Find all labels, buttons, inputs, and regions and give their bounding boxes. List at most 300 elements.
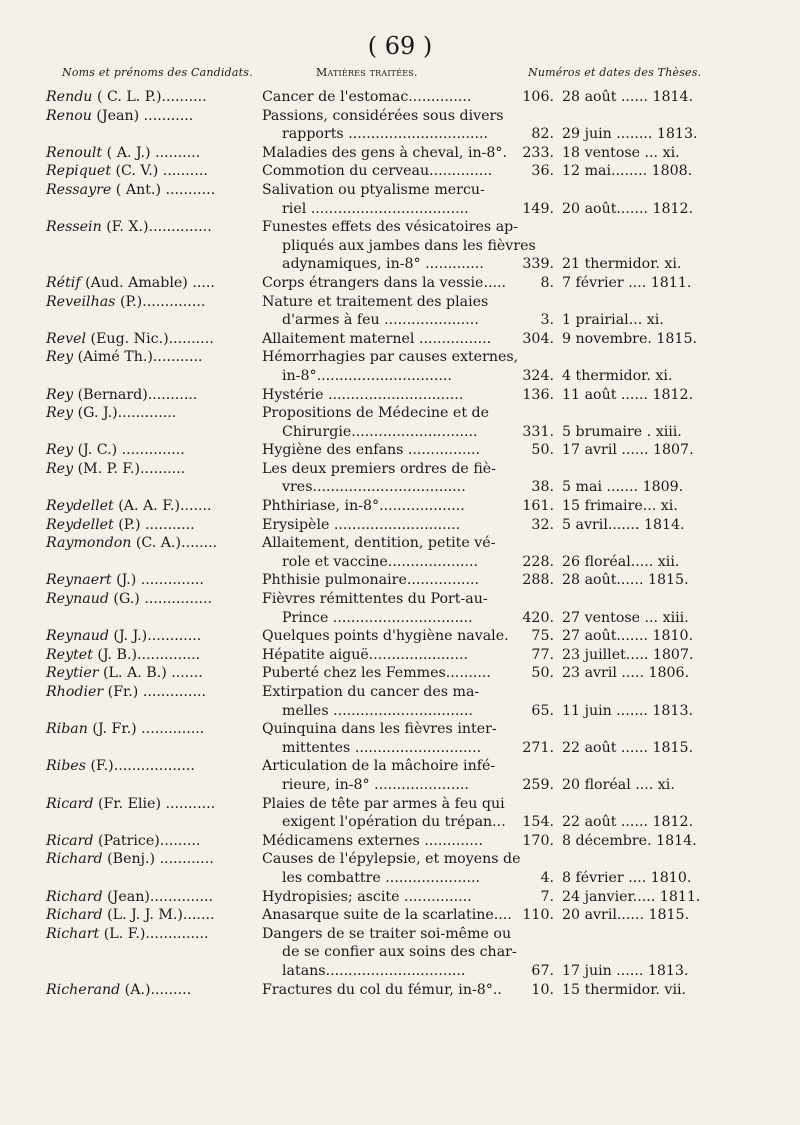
subject-line: Extirpation du cancer des ma-: [262, 684, 480, 700]
thesis-subject: [260, 330, 510, 349]
candidate-name: [46, 330, 260, 349]
thesis-number: 136.: [522, 386, 554, 403]
candidate-name: [46, 757, 260, 794]
candidate-given-names: (J.) ..............: [111, 572, 204, 589]
thesis-date: 27 août....... 1810.: [562, 628, 694, 645]
thesis-number-date: [510, 330, 766, 349]
candidate-given-names: (G.) ...............: [108, 591, 212, 608]
candidate-given-names: ( A. J.) ..........: [102, 144, 201, 161]
candidate-name: [46, 683, 260, 720]
thesis-subject: [260, 274, 510, 293]
subject-line: Erysipèle ............................: [262, 516, 461, 533]
candidate-surname: Reydellet: [46, 516, 114, 533]
subject-line: Propositions de Médecine et de: [262, 405, 490, 422]
thesis-number: 77.: [531, 646, 554, 663]
candidate-name: [46, 441, 260, 460]
thesis-subject: [260, 646, 510, 665]
thesis-date: 15 frimaire... xi.: [562, 498, 678, 515]
thesis-number: 10.: [531, 981, 554, 998]
candidate-name: [46, 534, 260, 571]
thesis-date: 20 août....... 1812.: [562, 200, 694, 217]
thesis-subject: [260, 664, 510, 683]
thesis-number-date: [510, 981, 766, 1000]
thesis-date: 7 février .... 1811.: [562, 274, 692, 291]
thesis-number-date: [510, 720, 766, 757]
candidate-surname: Reytier: [46, 665, 99, 682]
candidate-surname: Rhodier: [46, 684, 104, 700]
subject-line: Plaies de tête par armes à feu qui: [262, 795, 505, 812]
subject-line: les combattre .....................: [282, 869, 481, 886]
thesis-subject: [260, 925, 517, 981]
subject-line: rapports ...............................: [282, 126, 489, 143]
table-row: [46, 590, 766, 627]
candidate-given-names: (Eug. Nic.)..........: [86, 330, 214, 347]
subject-line: role et vaccine....................: [282, 553, 479, 570]
thesis-number-date: [510, 888, 766, 907]
candidate-name: [46, 218, 260, 274]
subject-line: Hydropisies; ascite ...............: [262, 888, 472, 905]
candidate-given-names: (Patrice).........: [93, 832, 201, 849]
table-row: [46, 757, 766, 794]
candidate-given-names: (Bernard)...........: [73, 386, 198, 403]
candidate-surname: Rey: [46, 386, 74, 403]
thesis-date: 22 août ...... 1815.: [562, 739, 694, 756]
candidate-surname: Revel: [46, 330, 87, 347]
candidate-given-names: (Benj.) ............: [102, 851, 214, 868]
thesis-subject: [260, 683, 510, 720]
thesis-subject: [260, 386, 510, 405]
thesis-date: 1 prairial... xi.: [562, 312, 664, 329]
candidate-given-names: (C. A.)........: [131, 535, 218, 552]
table-row: [46, 404, 766, 441]
candidate-name: [46, 627, 260, 646]
thesis-date: 26 floréal..... xii.: [562, 553, 680, 570]
thesis-number: 339.: [522, 256, 554, 273]
subject-line: Salivation ou ptyalisme mercu-: [262, 181, 485, 198]
thesis-number: 50.: [531, 442, 554, 459]
thesis-date: 8 février .... 1810.: [562, 869, 692, 886]
subject-line: Fièvres rémittentes du Port-au-: [262, 591, 488, 608]
candidate-name: [46, 646, 260, 665]
thesis-number-date: [510, 144, 766, 163]
candidate-surname: Richard: [46, 888, 103, 905]
thesis-number: 38.: [531, 479, 554, 496]
thesis-date: 18 ventose ... xi.: [562, 144, 680, 161]
subject-line: pliqués aux jambes dans les fièvres: [282, 237, 536, 254]
thesis-number-date: [510, 497, 766, 516]
thesis-number-date: [510, 683, 766, 720]
thesis-number: 110.: [522, 907, 554, 924]
thesis-subject: [260, 218, 536, 274]
candidate-given-names: (A.).........: [120, 981, 192, 998]
candidate-surname: Reynaert: [46, 572, 112, 589]
thesis-subject: [260, 88, 510, 107]
thesis-number: 324.: [522, 367, 554, 384]
thesis-subject: [260, 107, 510, 144]
thesis-number-date: [510, 181, 766, 218]
thesis-date: 21 thermidor. xi.: [562, 256, 682, 273]
candidate-surname: Ricard: [46, 795, 94, 812]
candidate-surname: Raymondon: [46, 535, 132, 552]
table-row: [46, 88, 766, 107]
subject-line: riel ...................................: [282, 200, 469, 217]
thesis-subject: [260, 571, 510, 590]
thesis-date: 17 juin ...... 1813.: [562, 962, 689, 979]
candidate-surname: Repiquet: [46, 163, 112, 180]
candidate-name: [46, 162, 260, 181]
thesis-number: 4.: [540, 869, 554, 886]
thesis-date: 24 janvier..... 1811.: [562, 888, 701, 905]
thesis-number: 36.: [531, 163, 554, 180]
thesis-number: 7.: [540, 888, 554, 905]
thesis-subject: [260, 441, 510, 460]
thesis-date: 12 mai........ 1808.: [562, 163, 693, 180]
table-row: [46, 981, 766, 1000]
candidate-name: [46, 386, 260, 405]
page-number: ( 69 ): [367, 32, 433, 60]
thesis-number: 331.: [522, 423, 554, 440]
table-row: [46, 330, 766, 349]
thesis-subject: [260, 293, 510, 330]
thesis-subject: [260, 832, 510, 851]
table-row: [46, 293, 766, 330]
subject-line: de se confier aux soins des char-: [282, 944, 517, 961]
thesis-number: 154.: [522, 814, 554, 831]
thesis-number-date: [510, 386, 766, 405]
thesis-subject: [260, 888, 510, 907]
candidate-given-names: (Fr. Elie) ...........: [93, 795, 216, 812]
table-row: [46, 832, 766, 851]
thesis-number: 271.: [522, 739, 554, 756]
table-row: [46, 218, 766, 274]
table-row: [46, 795, 766, 832]
candidate-name: [46, 571, 260, 590]
column-header-numbers-dates: Numéros et dates des Thèses.: [528, 66, 702, 79]
candidate-name: [46, 590, 260, 627]
candidate-name: [46, 925, 260, 981]
candidate-given-names: (J. B.)..............: [92, 646, 201, 663]
table-row: [46, 850, 766, 887]
thesis-number: 8.: [540, 274, 554, 291]
thesis-number-date: [510, 664, 766, 683]
subject-line: Corps étrangers dans la vessie.....: [262, 274, 507, 291]
candidate-name: [46, 144, 260, 163]
thesis-number: 259.: [522, 776, 554, 793]
candidate-given-names: (C. V.) ..........: [111, 163, 208, 180]
table-row: [46, 925, 766, 981]
thesis-date: 4 thermidor. xi.: [562, 367, 673, 384]
table-row: [46, 534, 766, 571]
thesis-date: 5 avril....... 1814.: [562, 516, 685, 533]
table-row: [46, 386, 766, 405]
thesis-number: 50.: [531, 665, 554, 682]
table-row: [46, 144, 766, 163]
column-header-names: Noms et prénoms des Candidats.: [62, 66, 253, 79]
thesis-number-date: [510, 88, 766, 107]
subject-line: Phthisie pulmonaire................: [262, 572, 480, 589]
thesis-date: 23 juillet..... 1807.: [562, 646, 694, 663]
subject-line: vres..................................: [282, 479, 466, 496]
thesis-number: 67.: [531, 962, 554, 979]
thesis-subject: [260, 850, 521, 887]
thesis-number-date: [510, 850, 766, 887]
table-row: [46, 888, 766, 907]
candidate-name: [46, 981, 260, 1000]
candidate-surname: Rey: [46, 460, 74, 477]
candidate-surname: Richard: [46, 907, 103, 924]
table-row: [46, 516, 766, 535]
table-row: [46, 571, 766, 590]
thesis-number: 161.: [522, 498, 554, 515]
candidate-surname: Rendu: [46, 89, 93, 105]
thesis-subject: [260, 757, 510, 794]
candidate-surname: Reynaud: [46, 628, 109, 645]
table-row: [46, 664, 766, 683]
thesis-subject: [260, 162, 510, 181]
candidate-given-names: (G. J.).............: [73, 405, 177, 422]
candidate-name: [46, 832, 260, 851]
candidate-surname: Rey: [46, 442, 74, 459]
table-row: [46, 181, 766, 218]
candidate-surname: Richerand: [46, 981, 121, 998]
thesis-list: [46, 88, 766, 999]
thesis-number-date: [510, 627, 766, 646]
candidate-surname: Richard: [46, 851, 103, 868]
candidate-surname: Rétif: [46, 274, 81, 291]
subject-line: Allaitement, dentition, petite vé-: [262, 535, 496, 552]
thesis-number-date: [510, 404, 766, 441]
thesis-date: 20 avril...... 1815.: [562, 907, 690, 924]
thesis-subject: [260, 627, 510, 646]
table-row: [46, 627, 766, 646]
thesis-number-date: [510, 460, 766, 497]
subject-line: in-8°..............................: [282, 367, 452, 384]
candidate-given-names: (Aud. Amable) .....: [80, 274, 215, 291]
thesis-subject: [260, 590, 510, 627]
candidate-name: [46, 497, 260, 516]
thesis-date: 5 mai ....... 1809.: [562, 479, 684, 496]
thesis-number-date: [510, 162, 766, 181]
thesis-date: 5 brumaire . xiii.: [562, 423, 682, 440]
subject-line: Hémorrhagies par causes externes,: [262, 349, 519, 366]
thesis-number: 82.: [531, 126, 554, 143]
subject-line: Hépatite aiguë......................: [262, 646, 468, 663]
candidate-name: [46, 888, 260, 907]
candidate-name: [46, 88, 260, 107]
thesis-subject: [260, 181, 510, 218]
candidate-given-names: (P.)..............: [115, 293, 206, 310]
subject-line: Puberté chez les Femmes..........: [262, 665, 491, 682]
subject-line: Quelques points d'hygiène navale.: [262, 628, 509, 645]
thesis-subject: [260, 906, 510, 925]
subject-line: d'armes à feu .....................: [282, 312, 479, 329]
thesis-date: 22 août ...... 1812.: [562, 814, 694, 831]
table-row: [46, 497, 766, 516]
thesis-number-date: [510, 516, 766, 535]
subject-line: Hystérie ..............................: [262, 386, 464, 403]
thesis-date: 28 août...... 1815.: [562, 572, 689, 589]
candidate-given-names: ( Ant.) ...........: [111, 181, 216, 198]
thesis-date: 8 décembre. 1814.: [562, 832, 697, 849]
candidate-name: [46, 906, 260, 925]
subject-line: melles ...............................: [282, 702, 473, 719]
thesis-date: 9 novembre. 1815.: [562, 330, 697, 347]
thesis-date: 20 floréal .... xi.: [562, 776, 675, 793]
subject-line: Fractures du col du fémur, in-8°..: [262, 981, 502, 998]
candidate-name: [46, 107, 260, 144]
thesis-subject: [260, 795, 510, 832]
subject-line: Les deux premiers ordres de fiè-: [262, 460, 496, 477]
candidate-surname: Reveilhas: [46, 293, 116, 310]
candidate-surname: Reytet: [46, 646, 93, 663]
thesis-subject: [260, 460, 510, 497]
thesis-date: 11 août ...... 1812.: [562, 386, 694, 403]
table-row: [46, 683, 766, 720]
table-row: [46, 720, 766, 757]
candidate-surname: Ressayre: [46, 181, 112, 198]
candidate-given-names: (M. P. F.)..........: [73, 460, 186, 477]
subject-line: Maladies des gens à cheval, in-8°.: [262, 144, 508, 161]
thesis-date: 15 thermidor. vii.: [562, 981, 687, 998]
subject-line: mittentes ............................: [282, 739, 482, 756]
candidate-given-names: (Jean)..............: [102, 888, 214, 905]
thesis-number-date: [510, 646, 766, 665]
thesis-subject: [260, 534, 510, 571]
candidate-name: [46, 404, 260, 441]
table-row: [46, 460, 766, 497]
table-row: [46, 274, 766, 293]
candidate-surname: Ressein: [46, 219, 102, 236]
thesis-number-date: [510, 348, 766, 385]
candidate-given-names: (F. X.)..............: [101, 219, 212, 236]
candidate-given-names: (L. A. B.) .......: [98, 665, 203, 682]
thesis-number-date: [510, 534, 766, 571]
thesis-number-date: [510, 590, 766, 627]
column-header-subjects: Matières traitées.: [316, 66, 418, 79]
candidate-name: [46, 664, 260, 683]
candidate-name: [46, 850, 260, 887]
subject-line: Quinquina dans les fièvres inter-: [262, 721, 497, 738]
subject-line: Chirurgie............................: [282, 423, 478, 440]
candidate-given-names: (Fr.) ..............: [103, 684, 206, 700]
candidate-surname: Ribes: [46, 758, 86, 775]
table-row: [46, 162, 766, 181]
subject-line: Causes de l'épylepsie, et moyens de: [262, 851, 521, 868]
subject-line: Dangers de se traiter soi-même ou: [262, 925, 512, 942]
thesis-subject: [260, 720, 510, 757]
thesis-number: 65.: [531, 702, 554, 719]
candidate-surname: Rey: [46, 349, 74, 366]
candidate-given-names: ( C. L. P.)..........: [92, 89, 207, 105]
subject-line: Médicamens externes .............: [262, 832, 483, 849]
subject-line: Cancer de l'estomac..............: [262, 89, 472, 105]
thesis-number: 75.: [531, 628, 554, 645]
thesis-number: 228.: [522, 553, 554, 570]
candidate-name: [46, 795, 260, 832]
thesis-number-date: [510, 274, 766, 293]
subject-line: latans...............................: [282, 962, 466, 979]
thesis-date: 28 août ...... 1814.: [562, 89, 694, 105]
subject-line: Passions, considérées sous divers: [262, 107, 504, 124]
thesis-subject: [260, 144, 510, 163]
thesis-number-date: [510, 441, 766, 460]
candidate-given-names: (L. J. J. M.).......: [102, 907, 215, 924]
candidate-name: [46, 720, 260, 757]
candidate-given-names: (A. A. F.).......: [113, 498, 212, 515]
candidate-name: [46, 274, 260, 293]
thesis-number-date: [510, 832, 766, 851]
thesis-number-date: [510, 795, 766, 832]
candidate-name: [46, 293, 260, 330]
subject-line: adynamiques, in-8° .............: [282, 256, 484, 273]
candidate-surname: Rey: [46, 405, 74, 422]
candidate-surname: Reynaud: [46, 591, 109, 608]
thesis-subject: [260, 348, 519, 385]
candidate-name: [46, 516, 260, 535]
subject-line: exigent l'opération du trépan...: [282, 814, 506, 831]
candidate-given-names: (P.) ...........: [113, 516, 195, 533]
thesis-subject: [260, 981, 510, 1000]
table-row: [46, 646, 766, 665]
candidate-surname: Renoult: [46, 144, 103, 161]
subject-line: Articulation de la mâchoire infé-: [262, 758, 496, 775]
candidate-name: [46, 348, 260, 385]
candidate-given-names: (Aimé Th.)...........: [73, 349, 203, 366]
table-row: [46, 441, 766, 460]
thesis-subject: [260, 404, 510, 441]
candidate-given-names: (Jean) ...........: [91, 107, 194, 124]
thesis-number: 420.: [522, 609, 554, 626]
table-row: [46, 348, 766, 385]
thesis-date: 17 avril ...... 1807.: [562, 442, 694, 459]
table-row: [46, 107, 766, 144]
candidate-given-names: (L. F.)..............: [99, 925, 209, 942]
candidate-name: [46, 181, 260, 218]
subject-line: Allaitement maternel ................: [262, 330, 492, 347]
thesis-number: 170.: [522, 832, 554, 849]
thesis-number: 106.: [522, 89, 554, 105]
thesis-number-date: [510, 293, 766, 330]
candidate-given-names: (J. C.) ..............: [73, 442, 185, 459]
subject-line: Anasarque suite de la scarlatine....: [262, 907, 512, 924]
thesis-date: 27 ventose ... xiii.: [562, 609, 689, 626]
subject-line: Prince ...............................: [282, 609, 473, 626]
candidate-surname: Riban: [46, 721, 88, 738]
subject-line: Nature et traitement des plaies: [262, 293, 489, 310]
thesis-date: 23 avril ..... 1806.: [562, 665, 690, 682]
thesis-number-date: [510, 906, 766, 925]
candidate-surname: Reydellet: [46, 498, 114, 515]
candidate-given-names: (J. J.)............: [108, 628, 202, 645]
candidate-surname: Richart: [46, 925, 100, 942]
thesis-number-date: [510, 218, 766, 274]
subject-line: Funestes effets des vésicatoires ap-: [262, 219, 519, 236]
subject-line: rieure, in-8° .....................: [282, 776, 469, 793]
thesis-number: 3.: [540, 312, 554, 329]
thesis-number-date: [510, 571, 766, 590]
thesis-subject: [260, 497, 510, 516]
candidate-surname: Renou: [46, 107, 92, 124]
candidate-surname: Ricard: [46, 832, 94, 849]
thesis-number-date: [510, 757, 766, 794]
subject-line: Commotion du cerveau..............: [262, 163, 493, 180]
thesis-number: 288.: [522, 572, 554, 589]
thesis-number: 233.: [522, 144, 554, 161]
thesis-number: 304.: [522, 330, 554, 347]
candidate-name: [46, 460, 260, 497]
subject-line: Hygiène des enfans ................: [262, 442, 481, 459]
thesis-date: 11 juin ....... 1813.: [562, 702, 693, 719]
